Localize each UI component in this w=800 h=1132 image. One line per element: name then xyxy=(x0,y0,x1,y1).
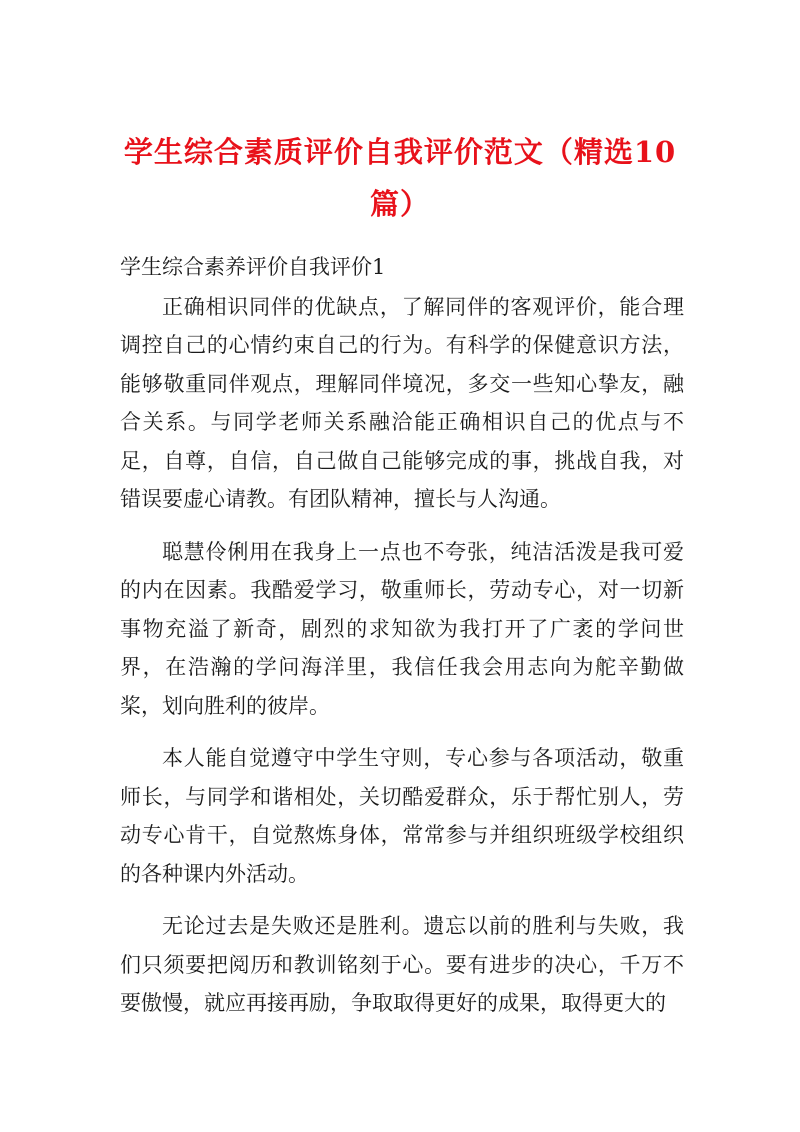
document-body xyxy=(120,248,684,1037)
paragraph-1: 正确相识同伴的优缺点，了解同伴的客观评价，能合理调控自己的心情约束自己的行为。有科学的保健意识方法，能够敬重同伴观点，理解同伴境况，多交一些知心挚友，融合关系。与同学老师关系融洽能正确相识自己的优点与不足，自尊，自信，自己做自己能够完成的事，挑战自我，对错误要虚心请教。有团队精神，擅长与人沟通。 xyxy=(120,294,684,511)
paragraph-3: 本人能自觉遵守中学生守则，专心参与各项活动，敬重师长，与同学和谐相处，关切酷爱群众，乐于帮忙别人，劳动专心肯干，自觉熬炼身体，常常参与并组织班级学校组织的各种课内外活动。 xyxy=(120,746,684,886)
paragraph-4: 无论过去是失败还是胜利。遗忘以前的胜利与失败，我们只须要把阅历和教训铭刻于心。要有进步的决心，千万不要傲慢，就应再接再励，争取取得更好的成果，取得更大的 xyxy=(120,914,684,1015)
section-heading: 学生综合素养评价自我评价1 xyxy=(120,255,386,279)
document-title: 学生综合素质评价自我评价范文（精选10篇） xyxy=(123,135,677,221)
paragraph-2: 聪慧伶俐用在我身上一点也不夸张，纯洁活泼是我可爱的内在因素。我酷爱学习，敬重师长，劳动专心，对一切新事物充溢了新奇，剧烈的求知欲为我打开了广袤的学问世界，在浩瀚的学问海洋里，我信任我会用志向为舵辛勤做桨，划向胜利的彼岸。 xyxy=(120,539,684,718)
